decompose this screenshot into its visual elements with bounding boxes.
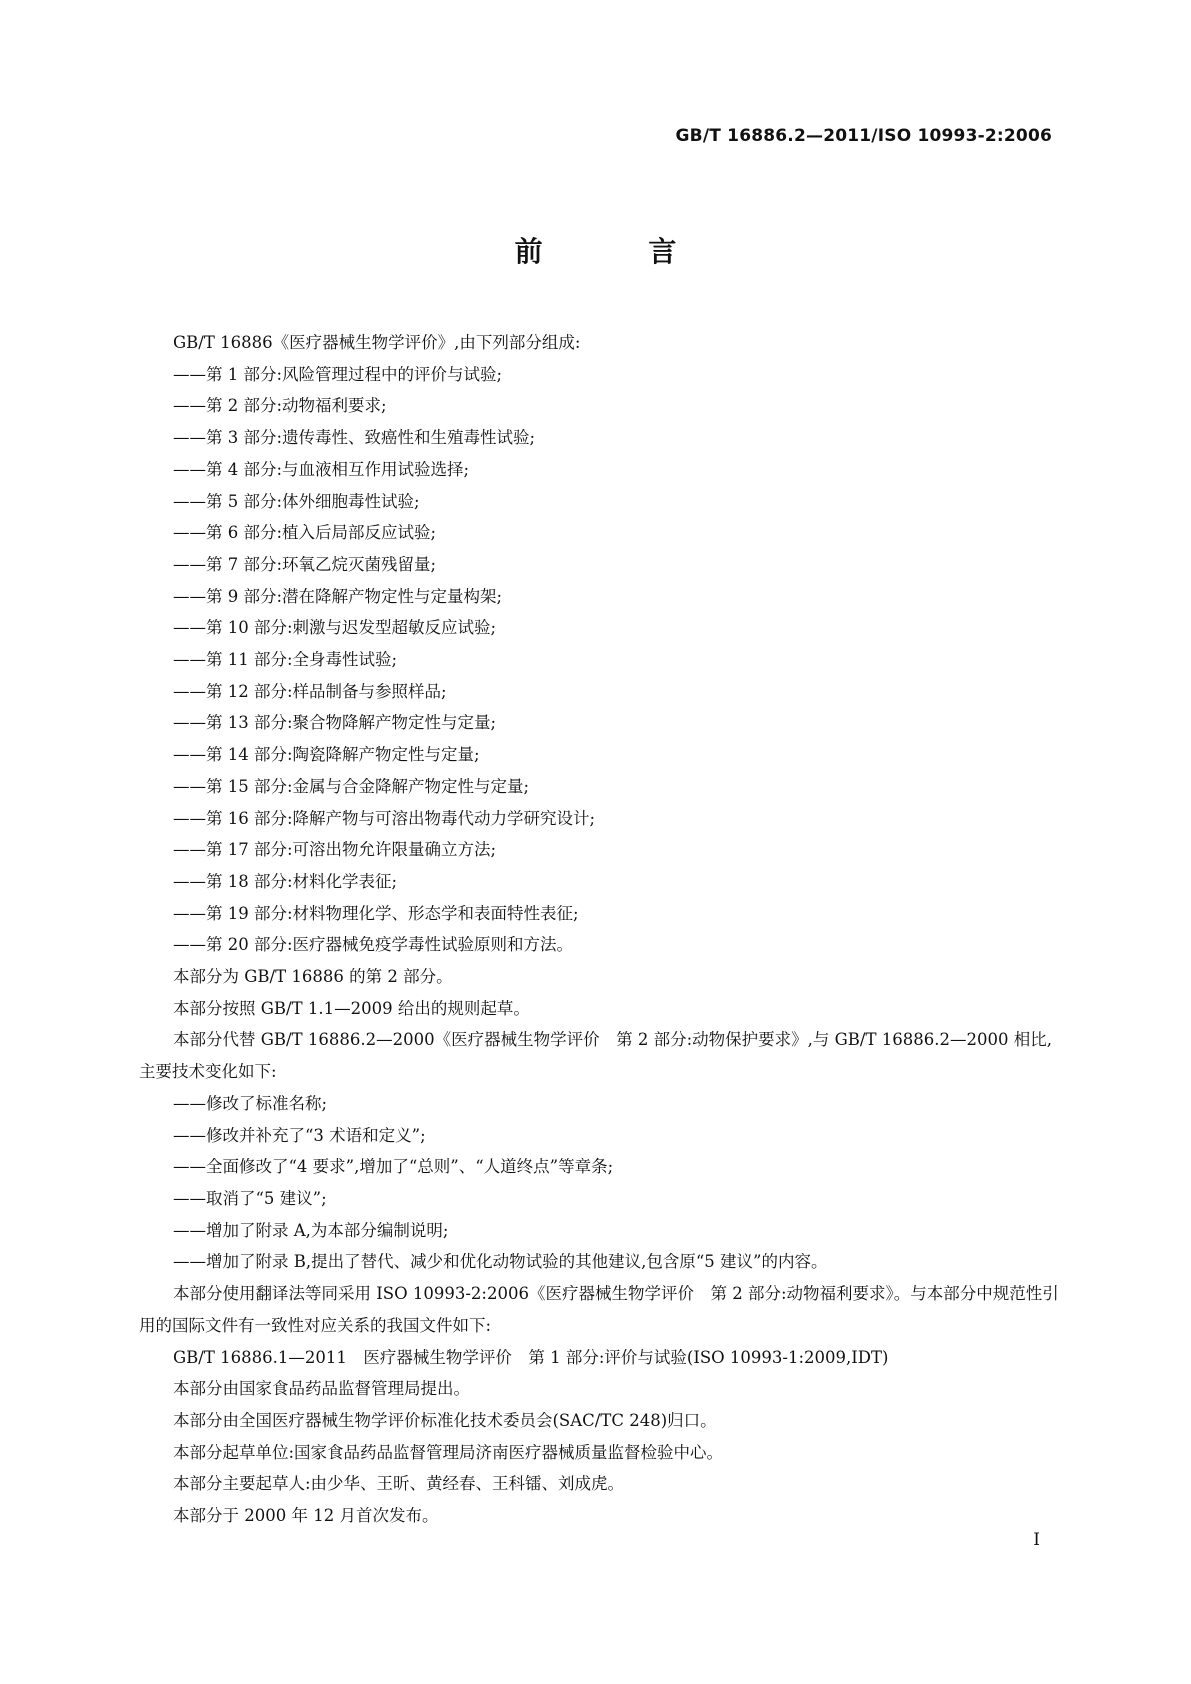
list-item: ——增加了附录 B,提出了替代、减少和优化动物试验的其他建议,包含原“5 建议”的内容。: [173, 1252, 828, 1272]
list-item: ——第 4 部分:与血液相互作用试验选择;: [173, 459, 470, 479]
page-number: I: [1033, 1530, 1040, 1550]
list-item: ——第 11 部分:全身毒性试验;: [173, 650, 398, 670]
list-item: ——第 12 部分:样品制备与参照样品;: [173, 681, 447, 701]
translation-paragraph: 本部分使用翻译法等同采用 ISO 10993-2:2006《医疗器械生物学评价 第 2 部分:动物福利要求》。与本部分中规范性引用的国际文件有一致性对应关系的我国文件如下:: [139, 1284, 1059, 1335]
changes-list: [139, 1088, 1059, 1278]
list-item: ——第 15 部分:金属与合金降解产物定性与定量;: [173, 776, 530, 796]
foreword-body: [139, 327, 1059, 1532]
list-item: ——第 20 部分:医疗器械免疫学毒性试验原则和方法。: [173, 935, 574, 955]
list-item: ——第 18 部分:材料化学表征;: [173, 871, 398, 891]
list-item: ——第 2 部分:动物福利要求;: [173, 396, 387, 416]
list-item: ——全面修改了“4 要求”,增加了“总则”、“人道终点”等章条;: [173, 1157, 614, 1177]
proposed-by-paragraph: 本部分由国家食品药品监督管理局提出。: [173, 1379, 470, 1399]
drafters-paragraph: 本部分主要起草人:由少华、王昕、黄经春、王科镭、刘成虎。: [173, 1474, 625, 1494]
reference-paragraph: GB/T 16886.1—2011 医疗器械生物学评价 第 1 部分:评价与试验(ISO 10993-1:2009,IDT): [173, 1347, 889, 1367]
list-item: ——增加了附录 A,为本部分编制说明;: [173, 1220, 449, 1240]
list-item: ——第 13 部分:聚合物降解产物定性与定量;: [173, 713, 497, 733]
intro-paragraph: GB/T 16886《医疗器械生物学评价》,由下列部分组成:: [173, 333, 581, 352]
list-item: ——第 5 部分:体外细胞毒性试验;: [173, 491, 420, 511]
list-item: ——取消了“5 建议”;: [173, 1188, 327, 1208]
list-item: ——第 6 部分:植入后局部反应试验;: [173, 523, 437, 543]
list-item: ——第 1 部分:风险管理过程中的评价与试验;: [173, 364, 503, 384]
list-item: ——第 10 部分:刺激与迟发型超敏反应试验;: [173, 618, 497, 638]
parts-list: [139, 359, 1059, 961]
replaces-paragraph: 本部分代替 GB/T 16886.2—2000《医疗器械生物学评价 第 2 部分:动物保护要求》,与 GB/T 16886.2—2000 相比,主要技术变化如下:: [139, 1030, 1052, 1082]
list-item: ——修改并补充了“3 术语和定义”;: [173, 1125, 426, 1145]
standard-code: GB/T 16886.2—2011/ISO 10993-2:2006: [675, 126, 1052, 146]
list-item: ——第 14 部分:陶瓷降解产物定性与定量;: [173, 745, 480, 765]
first-published-paragraph: 本部分于 2000 年 12 月首次发布。: [173, 1506, 439, 1526]
centralized-by-paragraph: 本部分由全国医疗器械生物学评价标准化技术委员会(SAC/TC 248)归口。: [173, 1410, 717, 1430]
drafting-unit-paragraph: 本部分起草单位:国家食品药品监督管理局济南医疗器械质量监督检验中心。: [173, 1442, 724, 1462]
list-item: ——修改了标准名称;: [173, 1093, 328, 1113]
list-item: ——第 19 部分:材料物理化学、形态学和表面特性表征;: [173, 903, 579, 923]
list-item: ——第 9 部分:潜在降解产物定性与定量构架;: [173, 586, 503, 606]
list-item: ——第 7 部分:环氧乙烷灭菌残留量;: [173, 554, 437, 574]
list-item: ——第 3 部分:遗传毒性、致癌性和生殖毒性试验;: [173, 428, 536, 448]
part-of-paragraph: 本部分为 GB/T 16886 的第 2 部分。: [173, 967, 453, 987]
list-item: ——第 17 部分:可溶出物允许限量确立方法;: [173, 840, 497, 860]
drafting-rule-paragraph: 本部分按照 GB/T 1.1—2009 给出的规则起草。: [173, 998, 530, 1018]
page-title: 前 言: [514, 235, 725, 268]
list-item: ——第 16 部分:降解产物与可溶出物毒代动力学研究设计;: [173, 808, 596, 828]
